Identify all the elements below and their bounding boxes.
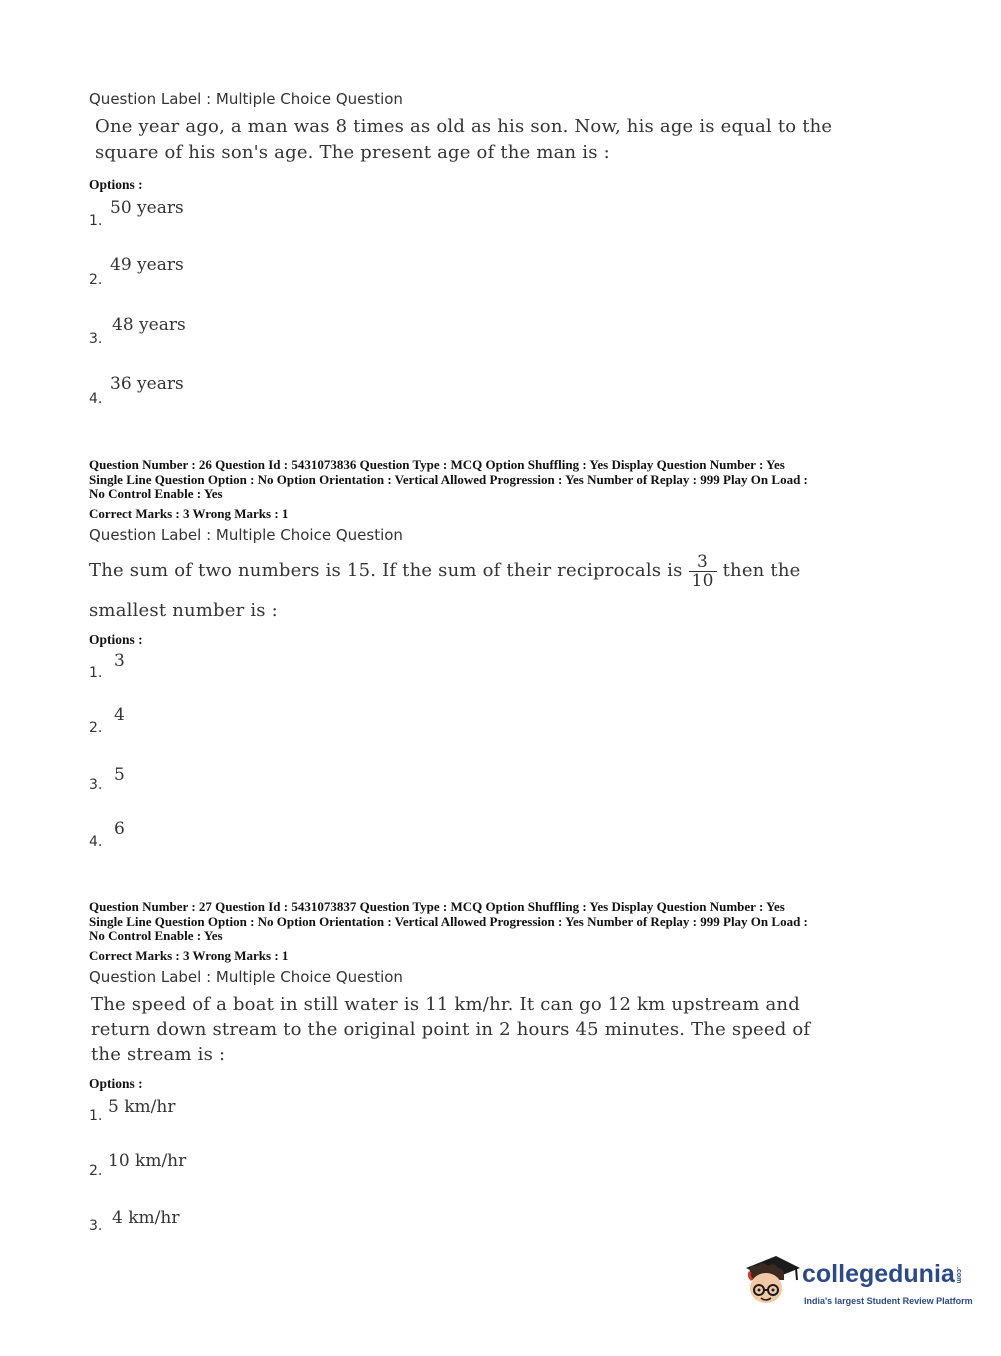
option-number: 2. xyxy=(89,272,103,288)
option-text[interactable]: 3 xyxy=(114,651,125,671)
option-number: 4. xyxy=(89,391,103,407)
option-text[interactable]: 48 years xyxy=(112,315,186,335)
option-text[interactable]: 5 xyxy=(114,765,125,785)
marks-info: Correct Marks : 3 Wrong Marks : 1 xyxy=(89,948,289,963)
option-text[interactable]: 4 km/hr xyxy=(112,1208,180,1228)
mascot-icon xyxy=(740,1250,802,1312)
question-label: Question Label : Multiple Choice Question xyxy=(89,968,403,986)
question-text-line: the stream is : xyxy=(91,1044,226,1065)
question-metadata: Question Number : 26 Question Id : 5431073836 Question Type : MCQ Option Shuffling : Yes Display Question Number : Yes Single Line Question Option : No Option Orientation : Vertical Allowed Progression : Yes Number of Replay : 999 Play On Load : No Control Enable : Yes xyxy=(89,457,808,501)
option-text[interactable]: 6 xyxy=(114,819,125,839)
option-text[interactable]: 10 km/hr xyxy=(108,1151,187,1171)
options-heading: Options : xyxy=(89,632,143,647)
option-number: 2. xyxy=(89,720,103,736)
question-metadata: Question Number : 27 Question Id : 5431073837 Question Type : MCQ Option Shuffling : Yes Display Question Number : Yes Single Line Question Option : No Option Orientation : Vertical Allowed Progression : Yes Number of Replay : 999 Play On Load : No Control Enable : Yes xyxy=(89,899,808,943)
option-number: 1. xyxy=(89,665,103,681)
option-number: 3. xyxy=(89,777,103,793)
question-text-line: smallest number is : xyxy=(89,600,278,621)
question-label: Question Label : Multiple Choice Question xyxy=(89,90,403,108)
option-number: 3. xyxy=(89,1218,103,1234)
options-heading: Options : xyxy=(89,177,143,192)
option-number: 4. xyxy=(89,834,103,850)
question-text-line: One year ago, a man was 8 times as old as his son. Now, his age is equal to the xyxy=(95,116,833,137)
question-text-line: The sum of two numbers is 15. If the sum of their reciprocals is $\frac{3}{10}$ then the xyxy=(89,551,801,591)
question-text-line: return down stream to the original point in 2 hours 45 minutes. The speed of xyxy=(91,1019,811,1040)
question-label: Question Label : Multiple Choice Question xyxy=(89,526,403,544)
option-text[interactable]: 36 years xyxy=(110,374,184,394)
logo-wordmark: collegedunia.com xyxy=(802,1260,962,1288)
option-number: 1. xyxy=(89,1108,103,1124)
question-text-line: square of his son's age. The present age of the man is : xyxy=(95,142,610,163)
option-text[interactable]: 49 years xyxy=(110,255,184,275)
collegedunia-logo xyxy=(740,1250,973,1322)
options-heading: Options : xyxy=(89,1076,143,1091)
option-text[interactable]: 50 years xyxy=(110,198,184,218)
logo-tagline: India's largest Student Review Platform xyxy=(804,1296,973,1306)
fraction: $\frac{3}{10}$ xyxy=(689,553,717,590)
option-text[interactable]: 4 xyxy=(114,705,125,725)
question-text-line: The speed of a boat in still water is 11 km/hr. It can go 12 km upstream and xyxy=(91,994,800,1015)
option-number: 1. xyxy=(89,213,103,229)
marks-info: Correct Marks : 3 Wrong Marks : 1 xyxy=(89,506,289,521)
option-number: 3. xyxy=(89,331,103,347)
option-text[interactable]: 5 km/hr xyxy=(108,1097,176,1117)
option-number: 2. xyxy=(89,1163,103,1179)
